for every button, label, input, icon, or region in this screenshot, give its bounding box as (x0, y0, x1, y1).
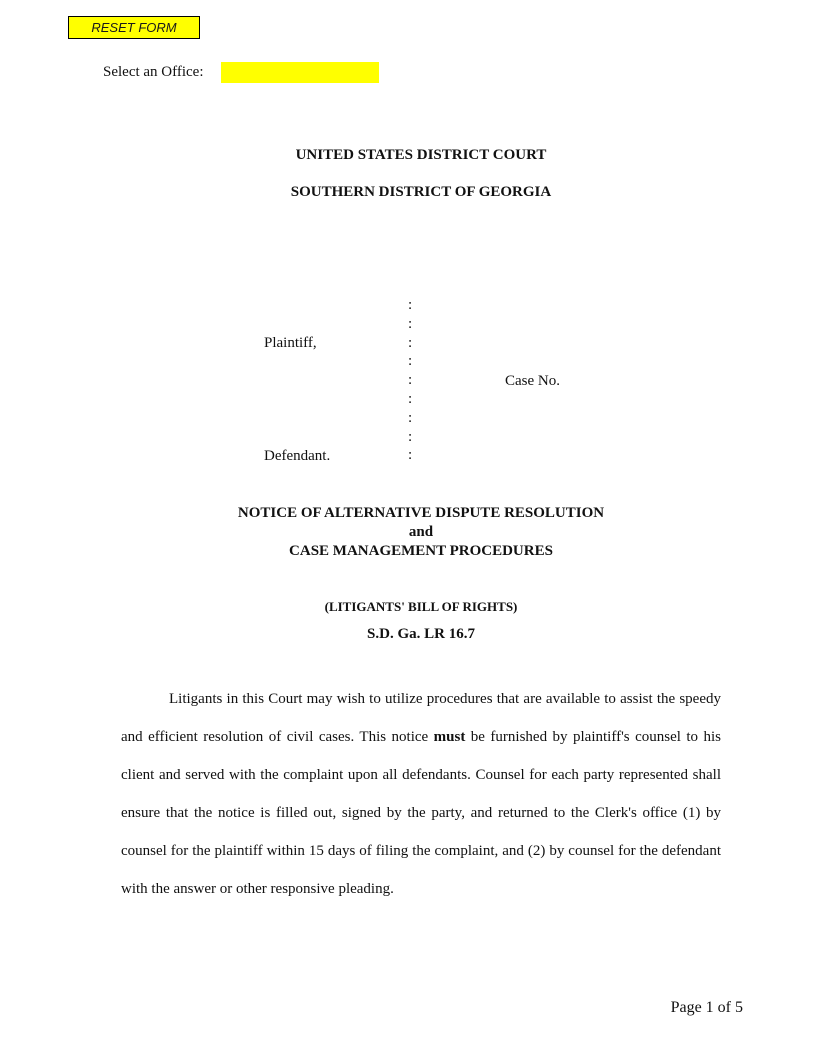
local-rule-citation: S.D. Ga. LR 16.7 (367, 626, 475, 642)
body-text-start: Litigants in this Court may wish to utilize procedures that are available to assist the speedy and efficient resolution of civil cases. This notice (121, 691, 721, 745)
caption-colon: : (408, 409, 413, 426)
caption-colon: : (408, 297, 413, 313)
caption-colon: : (408, 372, 413, 389)
office-select-field[interactable] (221, 62, 379, 83)
body-emphasis-must: must (433, 729, 466, 745)
caption-colon: : (408, 447, 413, 464)
defendant-label: Defendant. (264, 448, 331, 464)
court-name: UNITED STATES DISTRICT COURT (295, 147, 547, 163)
notice-title-and: and (408, 524, 434, 540)
notice-subtitle: (LITIGANTS' BILL OF RIGHTS) (324, 599, 518, 614)
office-select-label: Select an Office: (103, 64, 204, 80)
caption-colon: : (408, 334, 413, 351)
body-text-end: be furnished by plaintiff's counsel to his client and served with the complaint upon all defendants. Counsel for each party represented shall ensure that the notice is filled out, signed by the party, and returned to the Clerk's office (1) by counsel for the plaintiff within 15 days of filing the complaint, and (2) by counsel for the defendant with the answer or other responsive pleading. (121, 729, 721, 897)
case-number-label: Case No. (505, 373, 560, 389)
page-number: Page 1 of 5 (670, 999, 743, 1016)
caption-colon: : (408, 390, 413, 407)
court-district: SOUTHERN DISTRICT OF GEORGIA (290, 184, 552, 200)
caption-colon-column (408, 296, 416, 465)
plaintiff-label: Plaintiff, (264, 335, 317, 351)
notice-title-procedures: CASE MANAGEMENT PROCEDURES (289, 543, 553, 559)
caption-colon: : (408, 353, 413, 370)
caption-colon: : (408, 315, 413, 332)
caption-colon: : (408, 428, 413, 445)
notice-title: NOTICE OF ALTERNATIVE DISPUTE RESOLUTION (237, 505, 605, 521)
notice-body-paragraph (121, 680, 721, 908)
reset-form-button[interactable]: RESET FORM (68, 16, 200, 39)
